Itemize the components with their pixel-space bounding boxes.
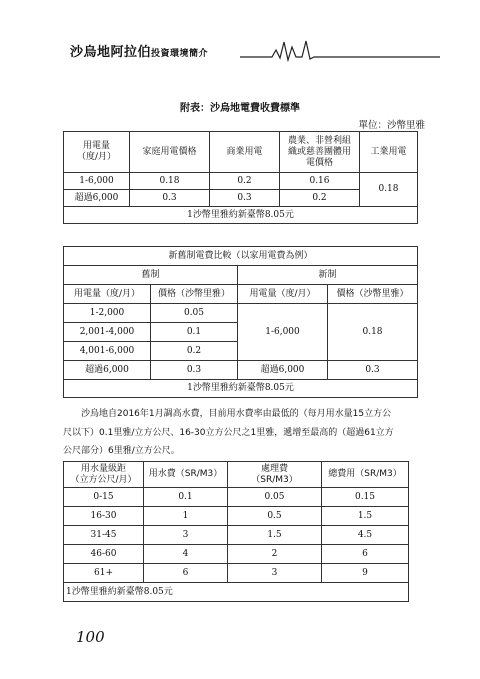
header-cell: 用電量 （度/月） (64, 132, 130, 173)
table-cell: 1-6,000 (64, 173, 130, 190)
table-note: 1沙幣里雅約新臺幣8.05元 (64, 583, 409, 602)
table-cell: 61+ (64, 564, 144, 583)
new-system-label: 新制 (238, 266, 418, 285)
table-cell: 0.3 (210, 190, 280, 207)
header-title-sub: 投資環境簡介 (151, 49, 209, 59)
table-row (64, 304, 418, 323)
table-cell: 0.3 (130, 190, 210, 207)
table-header-row (64, 462, 409, 488)
table-title: 新舊制電費比較（以家用電費為例） (64, 247, 418, 266)
table1-unit: 單位：沙幣里雅 (358, 120, 425, 131)
table-cell: 0.18 (130, 173, 210, 190)
table-cell: 3 (144, 526, 228, 545)
table-cell: 2,001-4,000 (64, 323, 151, 342)
table-row (64, 488, 409, 507)
old-new-rate-comparison-table (63, 246, 418, 398)
page-header (70, 38, 440, 62)
table-note-row (64, 207, 418, 224)
table-note-row (64, 380, 418, 398)
water-rate-table (63, 461, 409, 602)
table-cell: 0.2 (151, 342, 238, 361)
header-cell: 用水費（SR/M3） (144, 462, 228, 488)
table-cell: 4.5 (322, 526, 409, 545)
paragraph-line: 沙烏地自2016年1月調高水費，目前用水費率由最低的（每月用水量15立方公 (81, 409, 392, 419)
table-cell: 46-60 (64, 545, 144, 564)
header-cell: 用電量（度/月） (238, 285, 328, 304)
table-cell: 4,001-6,000 (64, 342, 151, 361)
table-cell: 1-6,000 (238, 304, 328, 361)
table-cell: 超過6,000 (64, 361, 151, 380)
table-cell: 超過6,000 (64, 190, 130, 207)
table-cell: 0.16 (280, 173, 360, 190)
header-title (70, 41, 208, 60)
paragraph-line: 尺以下）0.1里雅/立方公尺、16-30立方公尺之1里雅，遞增至最高的（超過61立方 (63, 427, 394, 438)
table-cell: 0.15 (322, 488, 409, 507)
table-note-row (64, 583, 409, 602)
table-cell: 0.1 (151, 323, 238, 342)
header-title-main: 沙烏地阿拉伯 (70, 45, 152, 60)
page-number: 100 (76, 628, 105, 646)
table-cell: 0.2 (280, 190, 360, 207)
header-cell: 價格（沙幣里雅） (328, 285, 418, 304)
table-row (64, 564, 409, 583)
header-cell: 處理費 （SR/M3） (228, 462, 322, 488)
industrial-rate-cell: 0.18 (360, 173, 418, 207)
table-row (64, 507, 409, 526)
table-row (64, 361, 418, 380)
water-fee-paragraph (63, 405, 417, 461)
header-cell: 農業、非營利組 織或慈善團體用 電價格 (280, 132, 360, 173)
header-cell: 家庭用電價格 (130, 132, 210, 173)
table-cell: 超過6,000 (238, 361, 328, 380)
header-cell: 商業用電 (210, 132, 280, 173)
table-cell: 9 (322, 564, 409, 583)
table-group-row (64, 266, 418, 285)
table-cell: 1.5 (322, 507, 409, 526)
old-system-label: 舊制 (64, 266, 238, 285)
table-cell: 0.5 (228, 507, 322, 526)
table-cell: 0.18 (328, 304, 418, 361)
header-cell: 用電量（度/月） (64, 285, 151, 304)
table-cell: 0.05 (151, 304, 238, 323)
table-cell: 4 (144, 545, 228, 564)
table-cell: 6 (144, 564, 228, 583)
table-header-row (64, 132, 418, 173)
table-row (64, 545, 409, 564)
table-cell: 0.2 (210, 173, 280, 190)
table1-caption: 附表：沙烏地電費收費標準 (180, 103, 300, 114)
table-cell: 2 (228, 545, 322, 564)
header-wave-decoration (240, 38, 440, 62)
table-cell: 1-2,000 (64, 304, 151, 323)
electricity-rate-table (63, 131, 418, 224)
table-note: 1沙幣里雅約新臺幣8.05元 (64, 207, 418, 224)
table-cell: 1 (144, 507, 228, 526)
table-cell: 1.5 (228, 526, 322, 545)
table-row (64, 173, 418, 190)
paragraph-line: 公尺部分）6里雅/立方公尺。 (63, 446, 180, 456)
header-cell: 用水量級距 （立方公尺/月） (64, 462, 144, 488)
table-cell: 3 (228, 564, 322, 583)
table-cell: 31-45 (64, 526, 144, 545)
table-note: 1沙幣里雅約新臺幣8.05元 (64, 380, 418, 398)
table-cell: 16-30 (64, 507, 144, 526)
table-header-row (64, 285, 418, 304)
header-cell: 工業用電 (360, 132, 418, 173)
table-cell: 0.3 (328, 361, 418, 380)
table-cell: 6 (322, 545, 409, 564)
table-cell: 0.3 (151, 361, 238, 380)
table-row (64, 526, 409, 545)
table-cell: 0.05 (228, 488, 322, 507)
table-title-row (64, 247, 418, 266)
header-cell: 價格（沙幣里雅） (151, 285, 238, 304)
table-cell: 0.1 (144, 488, 228, 507)
header-cell: 總費用（SR/M3） (322, 462, 409, 488)
table-cell: 0-15 (64, 488, 144, 507)
